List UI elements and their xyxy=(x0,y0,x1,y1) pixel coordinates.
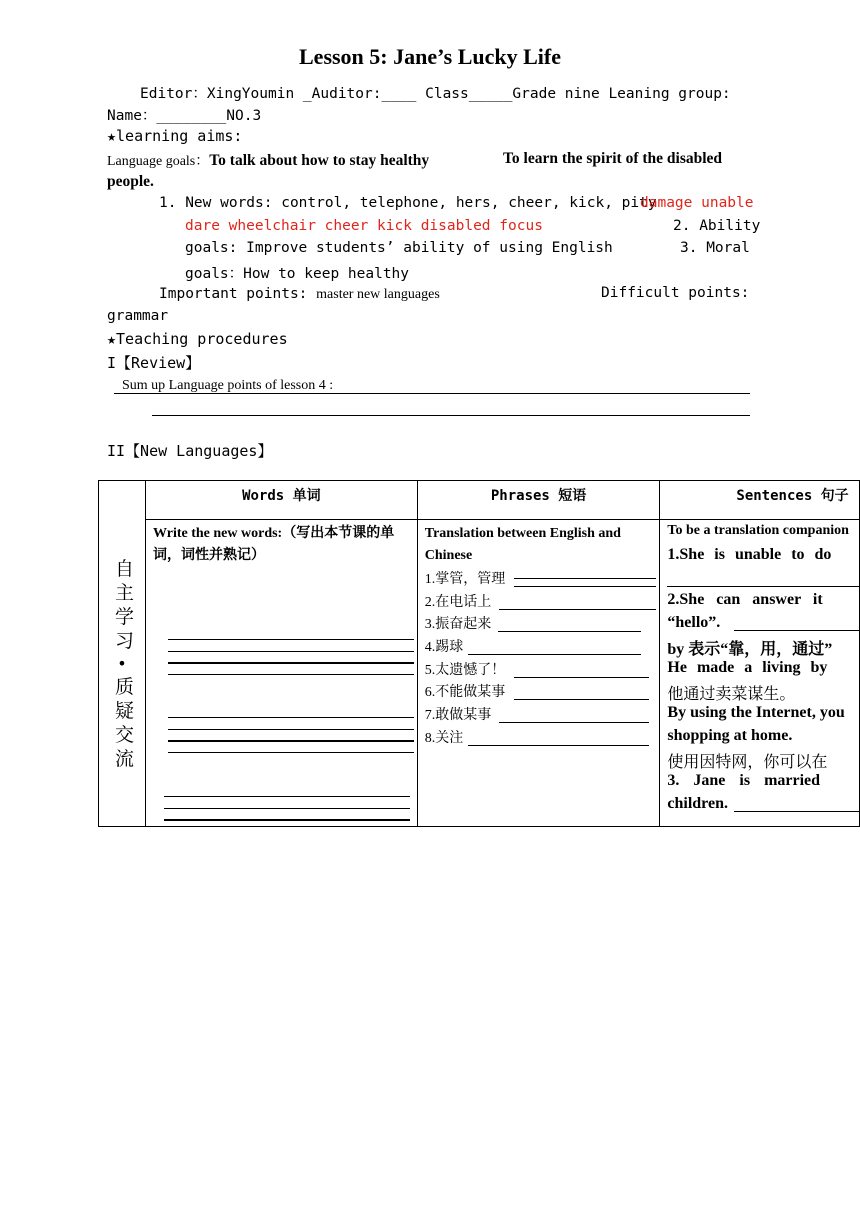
phrase-item: 8.关注 xyxy=(424,731,464,746)
new-languages-heading: II【New Languages】 xyxy=(107,442,273,460)
phrase-answer-line[interactable] xyxy=(468,745,649,746)
word-answer-line[interactable] xyxy=(164,819,410,821)
sentence-2a: 2.She can answer it xyxy=(667,591,823,608)
new-words-red-2: dare wheelchair cheer kick disabled focus xyxy=(185,218,543,234)
sum-up-answer-line-2[interactable] xyxy=(152,415,750,416)
words-header: Words 单词 xyxy=(146,481,418,520)
ability-num: 2. Ability xyxy=(673,218,761,234)
sentence-3a: 3. Jane is married xyxy=(667,772,821,789)
word-answer-line[interactable] xyxy=(164,796,410,797)
phrase-answer-line[interactable] xyxy=(514,699,649,700)
moral-goals: goals：How to keep healthy xyxy=(185,266,410,282)
sentence-2c: by 表示“靠，用，通过” xyxy=(667,641,833,658)
sentence-2b: “hello”. xyxy=(667,614,721,631)
difficult-label: Difficult points: xyxy=(601,285,750,301)
page-title: Lesson 5: Jane’s Lucky Life xyxy=(299,44,561,69)
new-words-line xyxy=(159,195,657,211)
sentence-2e: 他通过卖菜谋生。 xyxy=(667,686,796,703)
phrase-answer-line[interactable] xyxy=(468,654,641,655)
phrases-instruction: Translation between English and Chinese xyxy=(424,526,621,563)
phrase-answer-line[interactable] xyxy=(514,586,656,587)
language-goal-1: To talk about how to stay healthy xyxy=(209,152,430,169)
new-languages-table xyxy=(98,480,860,827)
sentence-2f: By using the Internet, you xyxy=(667,704,845,721)
sentence-2d: He made a living by xyxy=(667,659,828,676)
sentence-3b: children. xyxy=(667,795,728,812)
language-goal-2: To learn the spirit of the disabled xyxy=(503,150,723,167)
sentences-instruction: To be a translation companion xyxy=(667,523,849,538)
name-line: Name：________NO.3 xyxy=(107,108,262,124)
phrase-item: 3.振奋起来 xyxy=(424,617,492,632)
phrase-item: 2.在电话上 xyxy=(424,595,492,610)
phrase-item: 1.掌管，管理 xyxy=(424,572,506,587)
phrase-item: 6.不能做某事 xyxy=(424,685,506,700)
word-answer-line[interactable] xyxy=(168,674,414,675)
side-label-cell xyxy=(99,481,146,827)
side-label-dot: • xyxy=(117,654,127,673)
editor-line: Editor：XingYoumin _Auditor:____ Class_____Grade nine Leaning group: xyxy=(140,86,731,102)
teaching-procedures-heading: ★Teaching procedures xyxy=(107,330,288,348)
word-answer-line[interactable] xyxy=(168,717,414,718)
difficult-text: grammar xyxy=(107,308,169,324)
sentence-answer-line[interactable] xyxy=(734,811,859,812)
word-answer-line[interactable] xyxy=(168,662,414,664)
phrases-cell xyxy=(417,520,660,827)
words-cell xyxy=(146,520,418,827)
moral-num: 3. Moral xyxy=(680,240,750,256)
phrase-answer-line[interactable] xyxy=(499,722,649,723)
learning-aims-heading: ★learning aims: xyxy=(107,127,243,145)
words-instruction: Write the new words:（写出本节课的单词，词性并熟记） xyxy=(153,526,395,563)
phrase-answer-line[interactable] xyxy=(498,631,641,632)
word-answer-line[interactable] xyxy=(164,808,410,809)
word-answer-line[interactable] xyxy=(168,651,414,652)
word-answer-line[interactable] xyxy=(168,639,414,640)
sentences-header: Sentences 句子 xyxy=(660,481,860,520)
new-words-black: control, telephone, hers, cheer, kick, pity xyxy=(281,195,657,211)
new-words-label: 1. New words: xyxy=(159,195,282,211)
important-points xyxy=(159,285,440,303)
ability-goals: goals: Improve students’ ability of using English xyxy=(185,240,613,256)
sentence-answer-line[interactable] xyxy=(667,586,859,587)
phrase-answer-line[interactable] xyxy=(514,578,656,579)
word-answer-line[interactable] xyxy=(168,740,414,742)
new-words-red-1: damage unable xyxy=(640,195,754,211)
phrase-answer-line[interactable] xyxy=(499,609,656,610)
language-goal-cont: people. xyxy=(107,173,154,190)
sentence-2g: shopping at home. xyxy=(667,727,793,744)
sum-up-label: Sum up Language points of lesson 4 : xyxy=(122,378,334,393)
side-label-1: 自主学习 xyxy=(115,558,135,652)
phrase-item: 4.踢球 xyxy=(424,640,464,655)
review-heading: I【Review】 xyxy=(107,354,201,372)
phrase-item: 5.太遗憾了！ xyxy=(424,663,506,678)
language-goals-label: Language goals： xyxy=(107,154,210,169)
important-text: master new languages xyxy=(316,287,440,302)
important-label: Important points: xyxy=(159,286,317,302)
side-label-2: 质疑交流 xyxy=(115,676,135,770)
phrase-item: 7.敢做某事 xyxy=(424,708,492,723)
word-answer-line[interactable] xyxy=(168,729,414,730)
language-goals xyxy=(107,150,429,170)
sentences-cell xyxy=(660,520,860,827)
sum-up-answer-line[interactable] xyxy=(114,393,750,394)
sentence-1: 1.She is unable to do xyxy=(667,546,832,563)
phrases-header: Phrases 短语 xyxy=(417,481,660,520)
phrase-answer-line[interactable] xyxy=(514,677,649,678)
sentence-2h: 使用因特网，你可以在 xyxy=(667,754,828,771)
sentence-answer-line[interactable] xyxy=(734,630,859,631)
word-answer-line[interactable] xyxy=(168,752,414,753)
